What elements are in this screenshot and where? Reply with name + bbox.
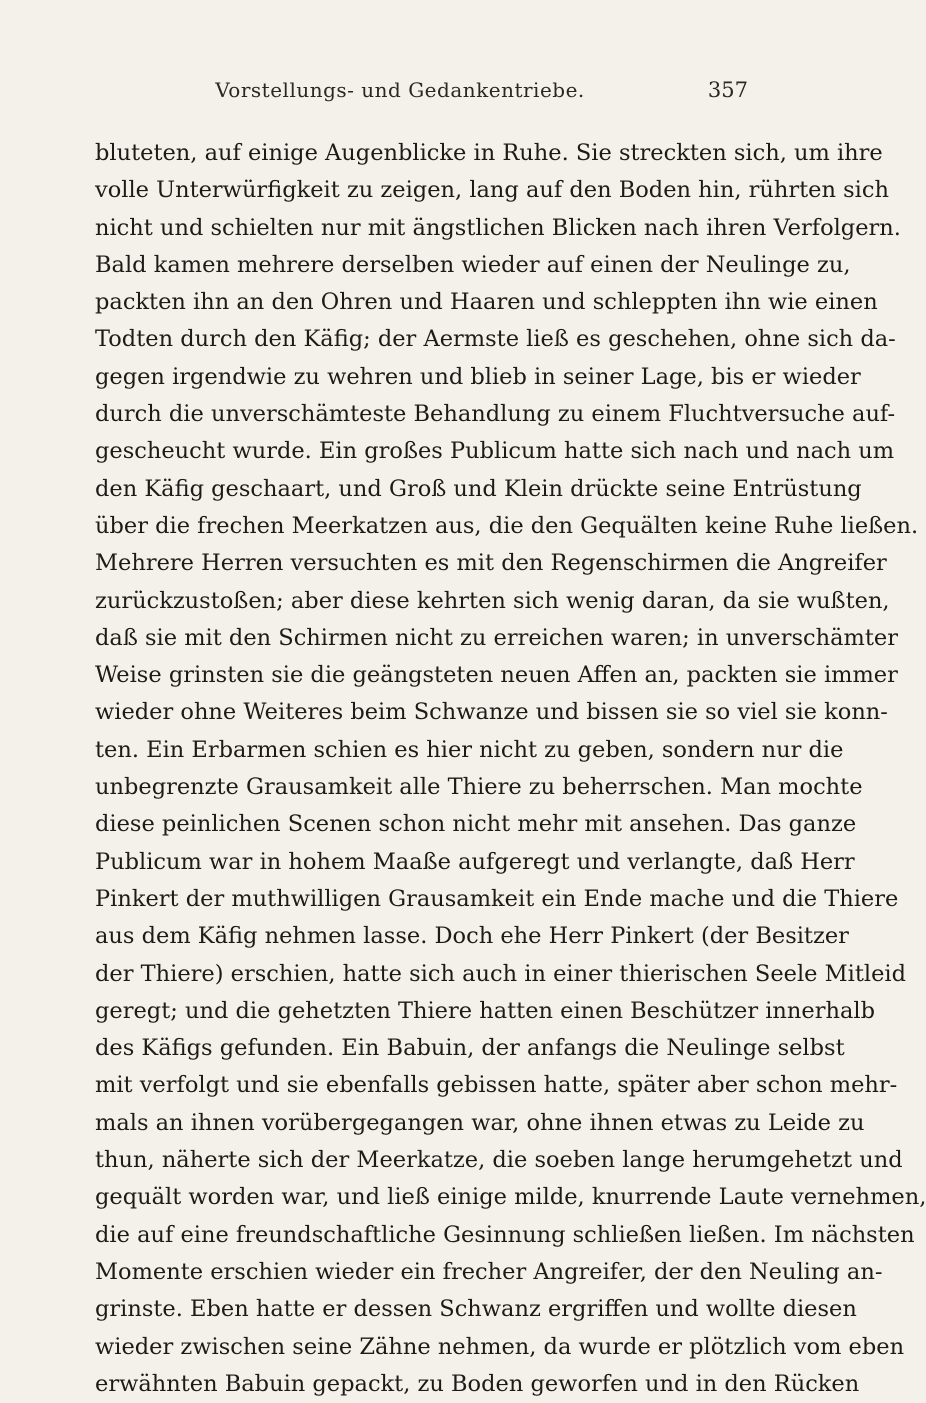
text-line: den Käfig geschaart, und Groß und Klein drückte seine Entrüstung bbox=[95, 475, 862, 502]
text-line: des Käfigs gefunden. Ein Babuin, der anfangs die Neulinge selbst bbox=[95, 1035, 845, 1062]
text-line: über die frechen Meerkatzen aus, die den Gequälten keine Ruhe ließen. bbox=[95, 512, 919, 539]
text-line: gegen irgendwie zu wehren und blieb in seiner Lage, bis er wieder bbox=[95, 363, 861, 390]
text-line: volle Unterwürfigkeit zu zeigen, lang auf den Boden hin, rührten sich bbox=[95, 177, 889, 204]
text-line: Bald kamen mehrere derselben wieder auf einen der Neulinge zu, bbox=[95, 251, 851, 278]
text-line: der Thiere) erschien, hatte sich auch in einer thierischen Seele Mitleid bbox=[95, 960, 906, 987]
text-line: daß sie mit den Schirmen nicht zu erreichen waren; in unverschämter bbox=[95, 624, 898, 651]
text-line: wieder zwischen seine Zähne nehmen, da wurde er plötzlich vom eben bbox=[95, 1333, 905, 1360]
text-line: die auf eine freundschaftliche Gesinnung schließen ließen. Im nächsten bbox=[95, 1221, 915, 1248]
page-number: 357 bbox=[707, 78, 748, 102]
text-line: mit verfolgt und sie ebenfalls gebissen hatte, später aber schon mehr- bbox=[95, 1072, 898, 1099]
text-line: Todten durch den Käfig; der Aermste ließ es geschehen, ohne sich da- bbox=[95, 326, 896, 353]
text-line: erwähnten Babuin gepackt, zu Boden geworfen und in den Rücken bbox=[95, 1370, 860, 1397]
text-line: unbegrenzte Grausamkeit alle Thiere zu beherrschen. Man mochte bbox=[95, 774, 863, 801]
text-line: Weise grinsten sie die geängsteten neuen Affen an, packten sie immer bbox=[95, 662, 898, 689]
text-line: geregt; und die gehetzten Thiere hatten einen Beschützer innerhalb bbox=[95, 997, 875, 1024]
text-line: ten. Ein Erbarmen schien es hier nicht zu geben, sondern nur die bbox=[95, 736, 844, 763]
body-text bbox=[95, 135, 926, 1403]
text-line: Pinkert der muthwilligen Grausamkeit ein Ende mache und die Thiere bbox=[95, 885, 899, 912]
text-line: wieder ohne Weiteres beim Schwanze und bissen sie so viel sie konn- bbox=[95, 699, 888, 726]
text-line: packten ihn an den Ohren und Haaren und schleppten ihn wie einen bbox=[95, 289, 878, 316]
text-line: Publicum war in hohem Maaße aufgeregt und verlangte, daß Herr bbox=[95, 848, 855, 875]
text-line: bluteten, auf einige Augenblicke in Ruhe. Sie streckten sich, um ihre bbox=[95, 140, 883, 166]
running-title: Vorstellungs- und Gedankentriebe. bbox=[215, 78, 585, 102]
text-line: gequält worden war, und ließ einige milde, knurrende Laute vernehmen, bbox=[95, 1184, 926, 1211]
text-line: Momente erschien wieder ein frecher Angreifer, der den Neuling an- bbox=[95, 1258, 883, 1285]
text-line: diese peinlichen Scenen schon nicht mehr mit ansehen. Das ganze bbox=[95, 811, 857, 838]
text-line: aus dem Käfig nehmen lasse. Doch ehe Herr Pinkert (der Besitzer bbox=[95, 923, 849, 950]
text-line: mals an ihnen vorübergegangen war, ohne ihnen etwas zu Leide zu bbox=[95, 1109, 865, 1136]
text-line: thun, näherte sich der Meerkatze, die soeben lange herumgehetzt und bbox=[95, 1147, 903, 1174]
text-line: nicht und schielten nur mit ängstlichen Blicken nach ihren Verfolgern. bbox=[95, 214, 901, 241]
text-line: gescheucht wurde. Ein großes Publicum hatte sich nach und nach um bbox=[95, 438, 895, 465]
text-line: Mehrere Herren versuchten es mit den Regenschirmen die Angreifer bbox=[95, 550, 887, 577]
text-line: zurückzustoßen; aber diese kehrten sich wenig daran, da sie wußten, bbox=[95, 587, 890, 614]
text-line: durch die unverschämteste Behandlung zu einem Fluchtversuche auf- bbox=[95, 401, 896, 428]
running-head bbox=[0, 78, 800, 108]
text-line: grinste. Eben hatte er dessen Schwanz ergriffen und wollte diesen bbox=[95, 1296, 857, 1323]
